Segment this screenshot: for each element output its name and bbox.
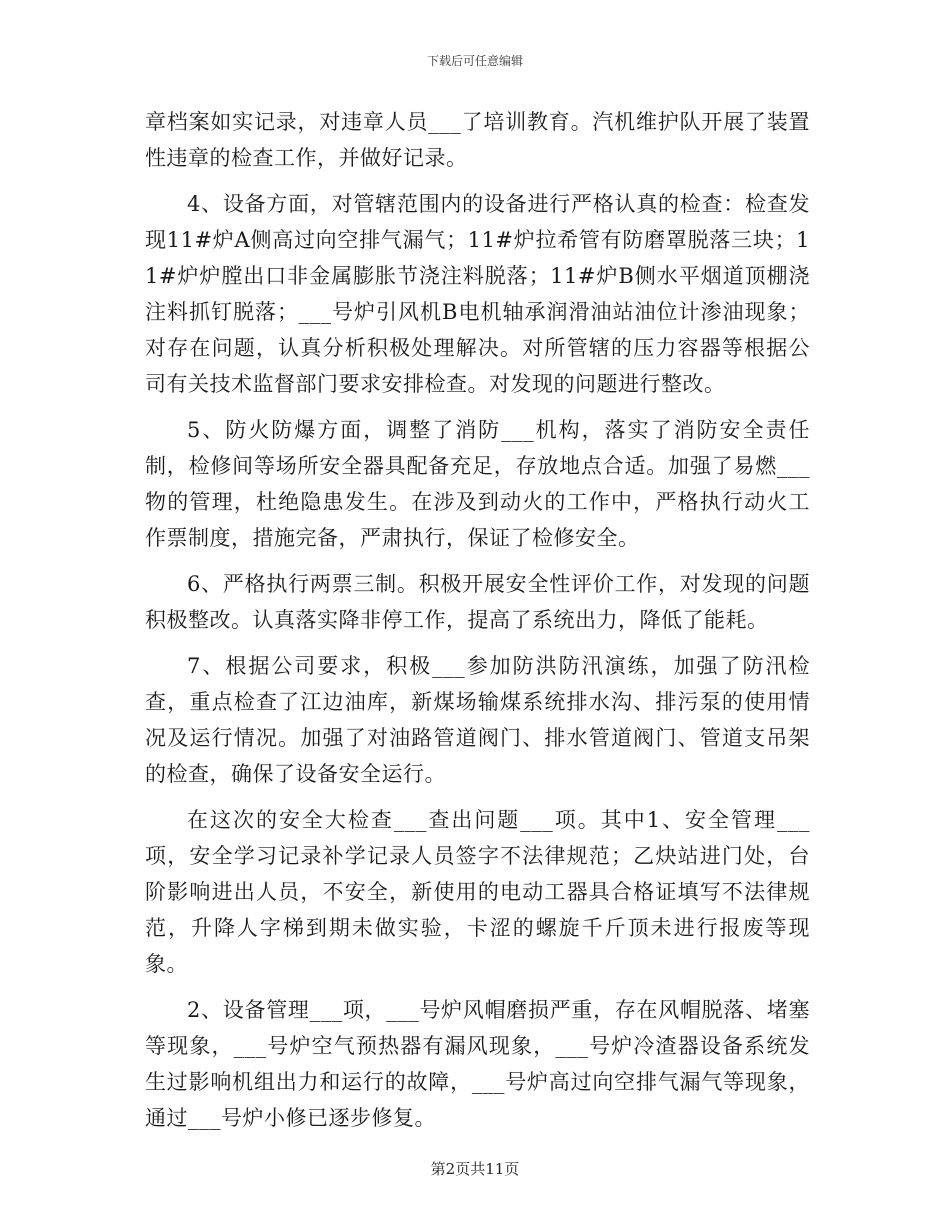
paragraph-3: 5、防火防爆方面，调整了消防___机构，落实了消防安全责任制，检修间等场所安全器具配备充足，存放地点合适。加强了易燃___物的管理，杜绝隐患发生。在涉及到动火的工作中，严格执行动火工作票制度，措施完备，严肃执行，保证了检修安全。 bbox=[145, 418, 810, 550]
paragraph-1: 章档案如实记录，对违章人员___了培训教育。汽机维护队开展了装置性违章的检查工作，并做好记录。 bbox=[145, 110, 810, 170]
paragraph-2: 4、设备方面，对管辖范围内的设备进行严格认真的检查：检查发现11#炉A侧高过向空排气漏气；11#炉拉希管有防磨罩脱落三块；11#炉炉膛出口非金属膨胀节浇注料脱落；11#炉B侧水平烟道顶棚浇注料抓钉脱落；___号炉引风机B电机轴承润滑油站油位计渗油现象；对存在问题，认真分析积极处理解决。对所管辖的压力容器等根据公司有关技术监督部门要求安排检查。对发现的问题进行整改。 bbox=[145, 192, 810, 396]
paragraph-7: 2、设备管理___项，___号炉风帽磨损严重，存在风帽脱落、堵塞等现象，___号炉空气预热器有漏风现象，___号炉冷渣器设备系统发生过影响机组出力和运行的故障，___号炉高过向空排气漏气等现象，通过___号炉小修已逐步修复。 bbox=[145, 998, 810, 1130]
paragraph-5: 7、根据公司要求，积极___参加防洪防汛演练，加强了防汛检查，重点检查了江边油库，新煤场输煤系统排水沟、排污泵的使用情况及运行情况。加强了对油路管道阀门、排水管道阀门、管道支吊架的检查，确保了设备安全运行。 bbox=[145, 654, 810, 786]
paragraph-4: 6、严格执行两票三制。积极开展安全性评价工作，对发现的问题积极整改。认真落实降非停工作，提高了系统出力，降低了能耗。 bbox=[145, 572, 810, 632]
page-footer: 第2页共11页 bbox=[430, 1160, 520, 1178]
document-body bbox=[145, 104, 810, 1146]
page-header: 下载后可任意编辑 bbox=[426, 54, 523, 68]
paragraph-6: 在这次的安全大检查___查出问题___项。其中1、安全管理___项，安全学习记录补学记录人员签字不法律规范；乙炔站进门处，台阶影响进出人员，不安全，新使用的电动工器具合格证填写不法律规范，升降人字梯到期未做实验，卡涩的螺旋千斤顶未进行报废等现象。 bbox=[145, 808, 810, 976]
